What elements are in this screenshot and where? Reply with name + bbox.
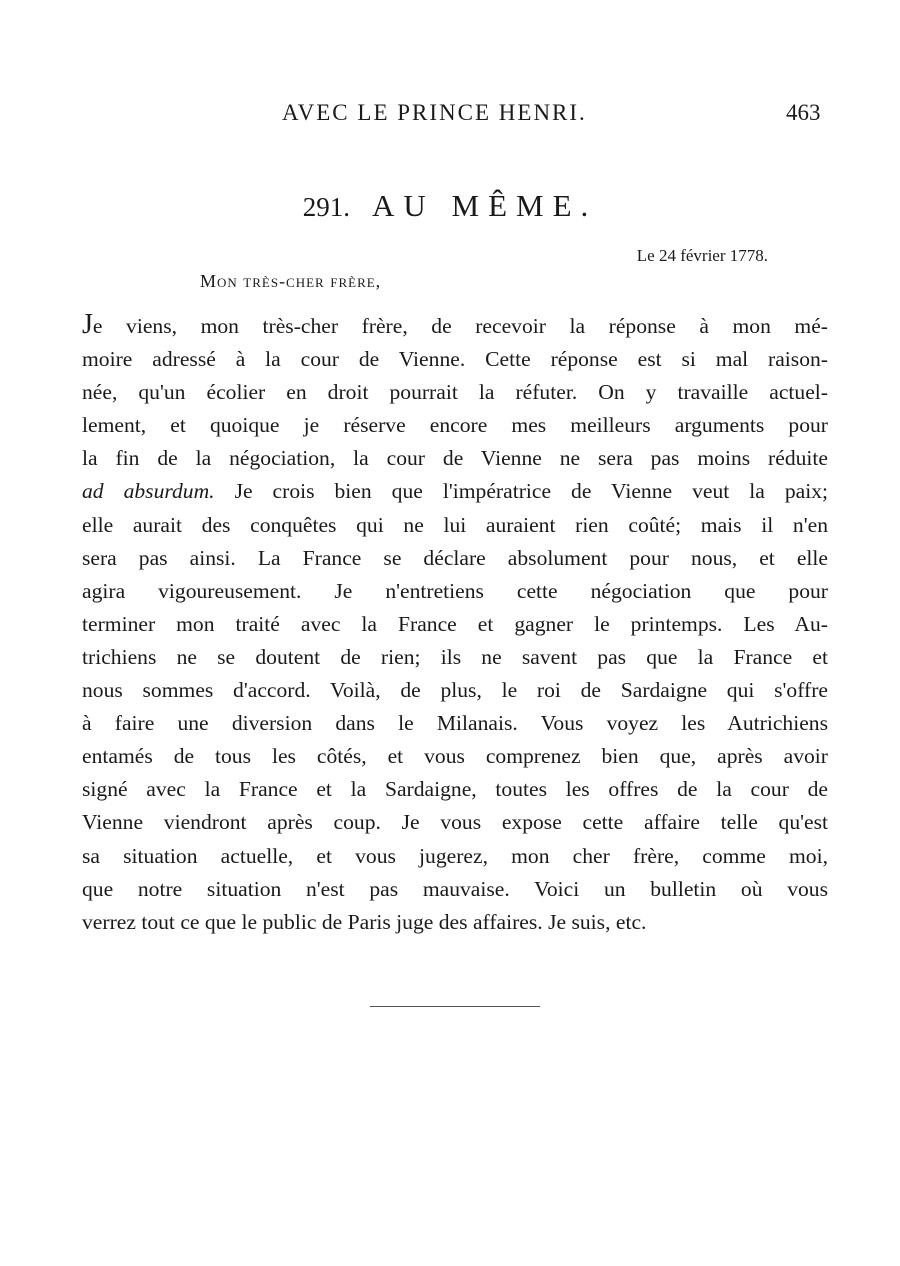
body-line: moire adressé à la cour de Vienne. Cette réponse est si mal raison- [82,347,828,372]
letter-body [82,308,828,939]
body-line: la fin de la négociation, la cour de Vienne ne sera pas moins réduite [82,446,828,471]
drop-cap: J [82,309,93,340]
body-line: sa situation actuelle, et vous jugerez, mon cher frère, comme moi, [82,843,828,868]
body-line: entamés de tous les côtés, et vous comprenez bien que, après avoir [82,744,828,769]
body-line: sera pas ainsi. La France se déclare absolument pour nous, et elle [82,545,828,570]
body-line: terminer mon traité avec la France et gagner le printemps. Les Au- [82,611,828,636]
body-line: à faire une diversion dans le Milanais. Vous voyez les Autrichiens [82,711,828,736]
body-line: née, qu'un écolier en droit pourrait la réfuter. On y travaille actuel- [82,380,828,405]
body-line: agira vigoureusement. Je n'entretiens cette négociation que pour [82,578,828,603]
letter-date: Le 24 février 1778. [636,246,768,265]
body-line [82,308,828,343]
end-rule [370,1006,540,1007]
body-line [82,475,828,508]
salutation: Mon très-cher frère, [200,271,382,291]
body-line: lement, et quoique je réserve encore mes meilleurs arguments pour [82,413,828,438]
body-line: que notre situation n'est pas mauvaise. Voici un bulletin où vous [82,876,828,901]
body-line: verrez tout ce que le public de Paris juge des affaires. Je suis, etc. [82,909,647,934]
body-line-text: e viens, mon très-cher frère, de recevoir la réponse à mon mé- [92,314,828,338]
running-title: AVEC LE PRINCE HENRI. [282,100,587,125]
latin-phrase: ad absurdum. [82,479,215,504]
letter-number: 291. [302,192,350,222]
body-line: nous sommes d'accord. Voilà, de plus, le roi de Sardaigne qui s'offre [82,678,828,703]
body-line: elle aurait des conquêtes qui ne lui auraient rien coûté; mais il n'en [82,512,828,537]
letter-heading [0,188,900,224]
page-number: 463 [786,100,821,125]
letter-title: AU MÊME. [371,188,598,223]
body-line: trichiens ne se doutent de rien; ils ne savent pas que la France et [82,644,828,669]
body-line: Vienne viendront après coup. Je vous expose cette affaire telle qu'est [82,810,828,835]
body-line: signé avec la France et la Sardaigne, toutes les offres de la cour de [82,777,828,802]
running-head [0,100,900,130]
body-line-text: Je crois bien que l'impératrice de Vienne veut la paix; [214,479,828,504]
